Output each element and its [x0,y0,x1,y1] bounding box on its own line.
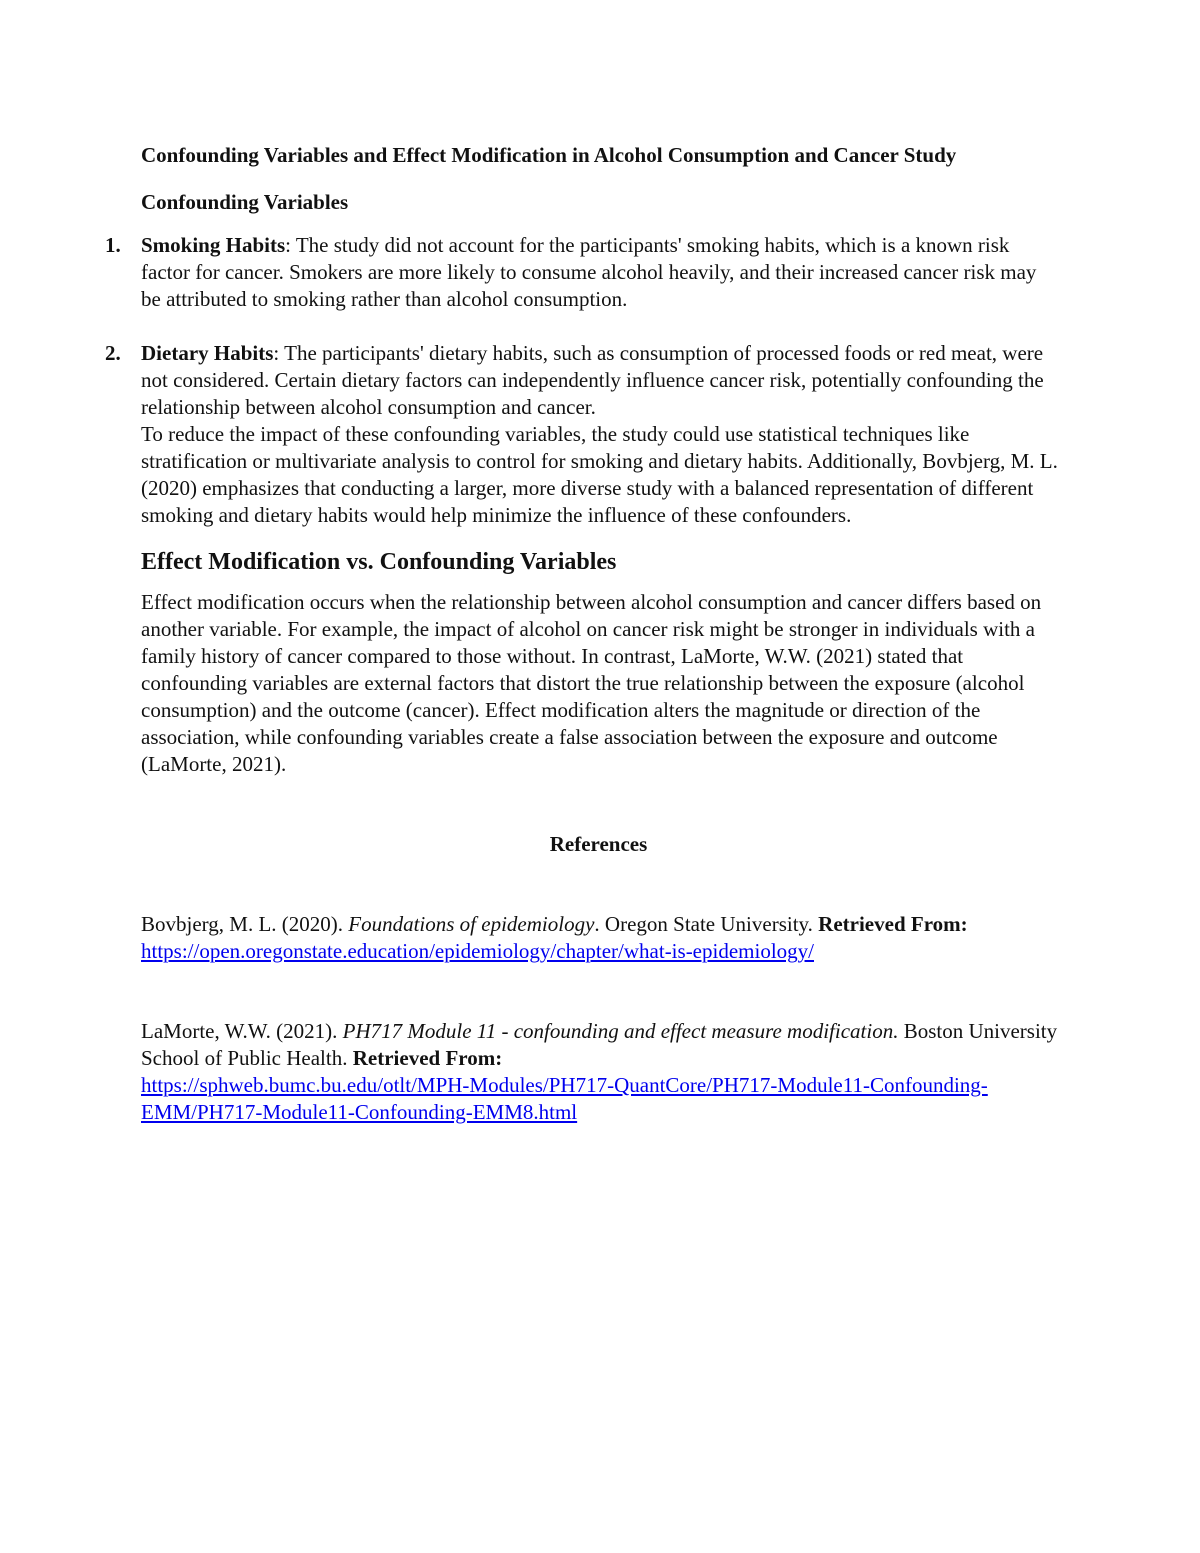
mitigation-paragraph: To reduce the impact of these confounding variables, the study could use statistical techniques like stratification or multivariate analysis to control for smoking and dietary habits. Additionally, Bovbjerg, M. L. (2020) emphasizes that conducting a larger, more diverse study with a balanced representation of different smoking and dietary habits would help minimize the influence of these confounders. [141,422,1058,527]
document-page [105,142,1061,1126]
reference-publisher: . Oregon State University. [594,912,819,936]
document-title: Confounding Variables and Effect Modification in Alcohol Consumption and Cancer Study [141,143,957,167]
reference-author: LaMorte, W.W. (2021). [141,1019,343,1043]
list-term: Smoking Habits [141,233,286,257]
references-heading: References [549,832,648,856]
list-text: : The participants' dietary habits, such as consumption of processed foods or red meat, were not considered. Certain dietary factors can independently influence cancer risk, potentially confounding the relationship between alcohol consumption and cancer. [141,341,1044,419]
effect-modification-paragraph: Effect modification occurs when the relationship between alcohol consumption and cancer differs based on another variable. For example, the impact of alcohol on cancer risk might be stronger in individuals with a family history of cancer compared to those without. In contrast, LaMorte, W.W. (2021) stated that confounding variables are external factors that distort the true relationship between the exposure (alcohol consumption) and the outcome (cancer). Effect modification alters the magnitude or direction of the association, while confounding variables create a false association between the exposure and outcome (LaMorte, 2021). [141,590,1042,776]
reference-title: Foundations of epidemiology [348,912,595,936]
reference-publisher: Boston University School of Public Health. [141,1019,1058,1070]
reference-author: Bovbjerg, M. L. (2020). [141,912,349,936]
reference-title: PH717 Module 11 - confounding and effect measure modification. [342,1019,899,1043]
list-item [105,340,1061,421]
list-text: : The study did not account for the participants' smoking habits, which is a known risk factor for cancer. Smokers are more likely to consume alcohol heavily, and their increased cancer risk may be attributed to smoking rather than alcohol consumption. [141,233,1037,311]
list-item [105,232,1061,313]
retrieved-label: Retrieved From: [352,1046,503,1070]
reference-link[interactable]: https://open.oregonstate.education/epidemiology/chapter/what-is-epidemiology/ [141,939,814,963]
list-number: 2. [105,341,121,365]
reference-entry [141,1018,1061,1126]
retrieved-label: Retrieved From: [818,912,968,936]
reference-link[interactable]: https://sphweb.bumc.bu.edu/otlt/MPH-Modules/PH717-QuantCore/PH717-Module11-Confounding-EMM/PH717-Module11-Confounding-EMM8.html [141,1073,988,1124]
confounding-heading: Confounding Variables [141,190,349,214]
reference-entry [141,911,1061,965]
list-term: Dietary Habits [141,341,274,365]
list-number: 1. [105,233,121,257]
confounders-list [105,232,1061,421]
effect-modification-heading: Effect Modification vs. Confounding Variables [141,549,617,575]
